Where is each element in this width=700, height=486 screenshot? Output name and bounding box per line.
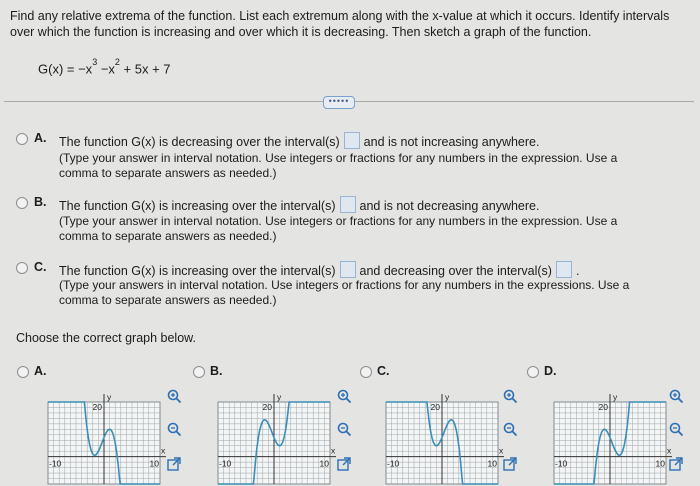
graph-choice-prompt: Choose the correct graph below. <box>16 331 196 345</box>
option-a-hint-line2: comma to separate answers as needed.) <box>59 166 277 180</box>
x-min-tick-label: -10 <box>219 458 232 469</box>
graph-c-plot <box>380 382 502 486</box>
option-c-text-mid: and decreasing over the interval(s) <box>359 264 552 278</box>
fn-suffix: + 5x + 7 <box>119 61 171 77</box>
y-axis-label: y <box>107 392 112 402</box>
option-b-answer-box[interactable] <box>340 196 356 213</box>
option-c-hint-line1: (Type your answers in interval notation. Use integers or fractions for any numbers in the expressions. Use a <box>59 278 630 292</box>
option-c-text-before: The function G(x) is increasing over the interval(s) <box>59 264 336 278</box>
x-max-tick-label: 10 <box>319 458 329 469</box>
y-max-tick-label: 20 <box>92 402 102 412</box>
option-b-text-before: The function G(x) is increasing over the interval(s) <box>59 199 336 213</box>
graph-a-plot <box>42 382 164 486</box>
fn-prefix: G(x) = −x <box>38 61 93 77</box>
option-b-hint-line1: (Type your answer in interval notation. Use integers or fractions for any numbers in the expression. Use a <box>59 214 618 228</box>
option-b-text <box>59 196 689 214</box>
open-new-window-icon[interactable] <box>502 456 518 472</box>
option-b-hint-line2: comma to separate answers as needed.) <box>59 229 277 243</box>
option-c-answer-box-increasing[interactable] <box>340 261 356 278</box>
option-a-radio[interactable] <box>16 133 28 145</box>
open-new-window-icon[interactable] <box>166 456 182 472</box>
zoom-in-icon[interactable] <box>502 388 518 404</box>
zoom-out-icon[interactable] <box>502 421 518 437</box>
zoom-out-icon[interactable] <box>336 421 352 437</box>
graph-b-radio[interactable] <box>193 366 205 378</box>
graph-c-letter: C. <box>377 364 390 378</box>
graph-b-letter: B. <box>210 364 223 378</box>
option-c-radio[interactable] <box>16 262 28 274</box>
option-b-radio[interactable] <box>16 197 28 209</box>
graph-d-radio[interactable] <box>527 366 539 378</box>
zoom-out-icon[interactable] <box>668 421 684 437</box>
function-expression <box>38 57 171 77</box>
x-max-tick-label: 10 <box>149 458 159 469</box>
option-a-text-after: and is not increasing anywhere. <box>363 135 540 149</box>
y-axis-label: y <box>277 392 282 402</box>
x-axis-label: x <box>331 445 336 456</box>
x-axis-label: x <box>667 445 672 456</box>
fn-mid: −x <box>97 61 115 77</box>
option-a-answer-box[interactable] <box>344 132 360 149</box>
option-a-text-before: The function G(x) is decreasing over the interval(s) <box>59 135 340 149</box>
option-a-hint-line1: (Type your answer in interval notation. Use integers or fractions for any numbers in the expression. Use a <box>59 151 618 165</box>
x-axis-label: x <box>161 445 166 456</box>
graph-b-plot <box>212 382 334 486</box>
option-c-text <box>59 261 689 279</box>
y-max-tick-label: 20 <box>262 402 272 412</box>
graph-c-radio[interactable] <box>360 366 372 378</box>
y-max-tick-label: 20 <box>430 402 440 412</box>
option-c-hint <box>59 278 689 308</box>
graph-a-radio[interactable] <box>17 366 29 378</box>
x-min-tick-label: -10 <box>49 458 62 469</box>
option-a-text <box>59 132 689 150</box>
y-max-tick-label: 20 <box>598 402 608 412</box>
zoom-in-icon[interactable] <box>166 388 182 404</box>
y-axis-label: y <box>445 392 450 402</box>
option-c-text-after: . <box>575 264 580 278</box>
x-max-tick-label: 10 <box>487 458 497 469</box>
option-c-letter: C. <box>34 260 47 274</box>
open-new-window-icon[interactable] <box>668 456 684 472</box>
zoom-in-icon[interactable] <box>336 388 352 404</box>
open-new-window-icon[interactable] <box>336 456 352 472</box>
option-b-text-after: and is not decreasing anywhere. <box>359 199 540 213</box>
zoom-out-icon[interactable] <box>166 421 182 437</box>
graph-a-letter: A. <box>34 364 47 378</box>
fn-exponent-1: 3 <box>92 57 98 67</box>
x-min-tick-label: -10 <box>387 458 400 469</box>
option-a-hint <box>59 151 689 181</box>
x-axis-label: x <box>499 445 504 456</box>
x-min-tick-label: -10 <box>555 458 568 469</box>
show-more-button[interactable]: ••••• <box>323 96 355 109</box>
option-a-letter: A. <box>34 131 47 145</box>
question-prompt: Find any relative extrema of the function. List each extremum along with the x-value at which it occurs. Identify intervals over which the function is increasing and over which it is decreasing. Then sketch a graph of the function. <box>10 9 670 39</box>
fn-exponent-2: 2 <box>114 57 120 67</box>
option-c-hint-line2: comma to separate answers as needed.) <box>59 293 277 307</box>
y-axis-label: y <box>613 392 618 402</box>
graph-d-letter: D. <box>544 364 557 378</box>
graph-d-plot <box>548 382 670 486</box>
option-c-answer-box-decreasing[interactable] <box>556 261 572 278</box>
option-b-letter: B. <box>34 195 47 209</box>
option-b-hint <box>59 214 689 244</box>
zoom-in-icon[interactable] <box>668 388 684 404</box>
x-max-tick-label: 10 <box>655 458 665 469</box>
